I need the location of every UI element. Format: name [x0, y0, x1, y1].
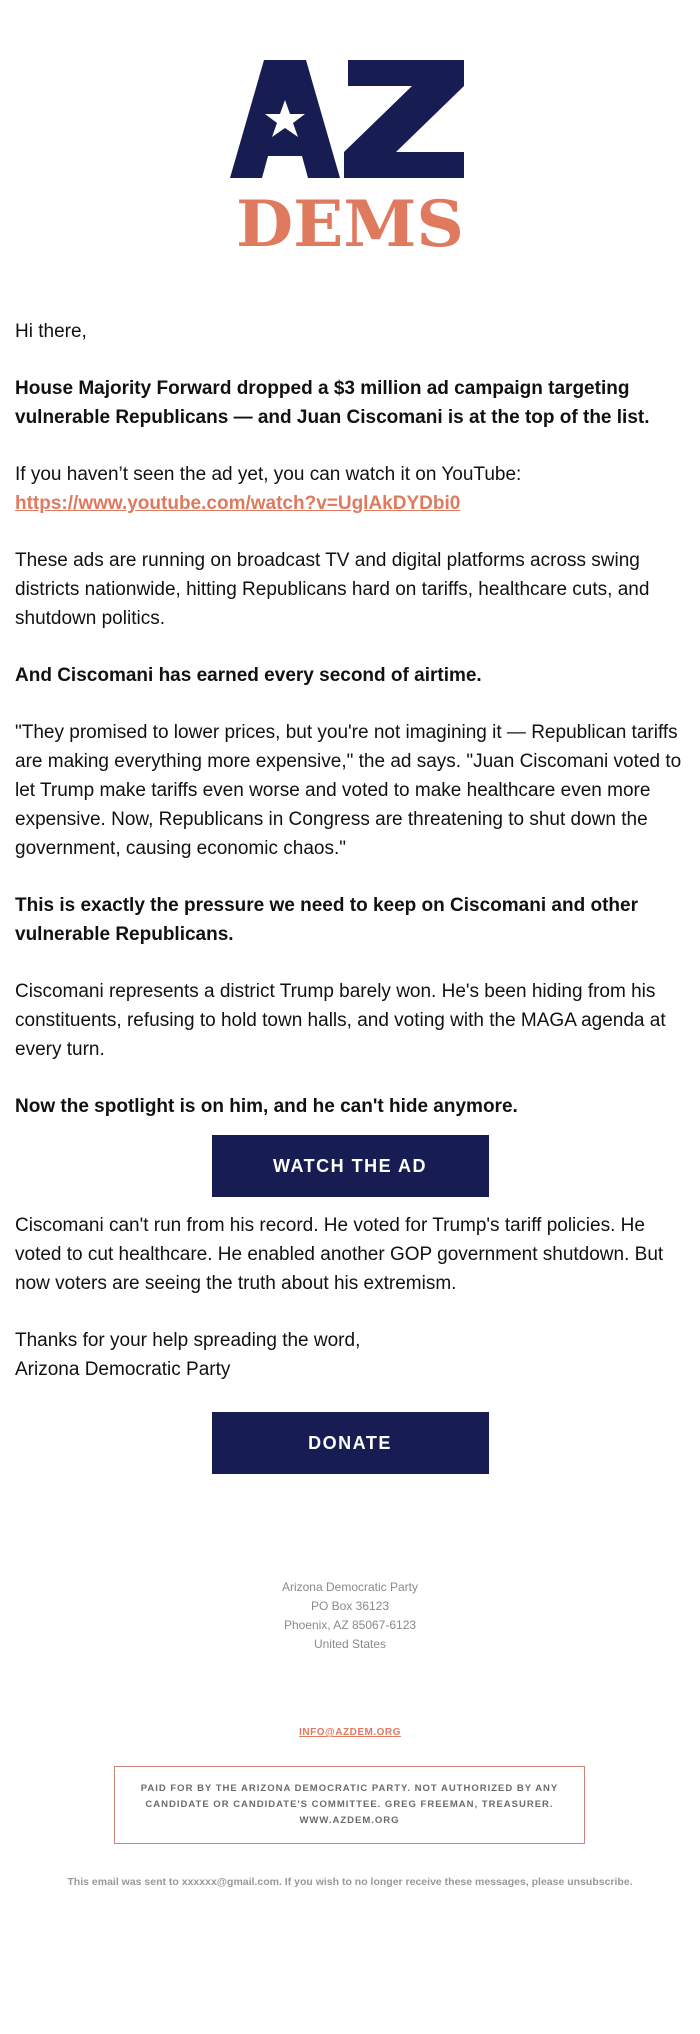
signoff-text: Thanks for your help spreading the word, — [15, 1330, 361, 1351]
footer-address — [0, 1578, 700, 1654]
footer-address-line2: Phoenix, AZ 85067-6123 — [283, 1618, 417, 1632]
youtube-paragraph — [15, 460, 685, 518]
watch-button-row — [15, 1135, 685, 1197]
logo-dems-text: DEMS — [236, 187, 464, 262]
footer-country: United States — [313, 1637, 387, 1651]
disclaimer-line-2: CANDIDATE OR CANDIDATE'S COMMITTEE. GREG FREEMAN, TREASURER. — [145, 1799, 554, 1810]
footer-org: Arizona Democratic Party — [281, 1580, 419, 1594]
disclaimer-line-3: WWW.AZDEM.ORG — [299, 1815, 400, 1826]
signature-text: Arizona Democratic Party — [15, 1359, 231, 1380]
unsubscribe-notice: This email was sent to xxxxxx@gmail.com. If you wish to no longer receive these messages, please unsubscribe. — [67, 1876, 633, 1888]
intro-paragraph: House Majority Forward dropped a $3 million ad campaign targeting vulnerable Republicans — and Juan Ciscomani is at the top of the list. — [15, 378, 650, 428]
record-paragraph: Ciscomani can't run from his record. He voted for Trump's tariff policies. He voted to cut healthcare. He enabled another GOP government shutdown. But now voters are seeing the truth about his extremism. — [15, 1215, 664, 1294]
footer-address-line1: PO Box 36123 — [310, 1599, 390, 1613]
spotlight-paragraph: Now the spotlight is on him, and he can't hide anymore. — [15, 1096, 518, 1117]
greeting: Hi there, — [15, 321, 87, 342]
signoff-block — [15, 1326, 685, 1384]
logo-letter-z — [344, 60, 464, 178]
contact-email-link[interactable]: INFO@AZDEM.ORG — [299, 1727, 401, 1738]
watch-the-ad-button[interactable]: WATCH THE AD — [212, 1135, 489, 1197]
district-paragraph: Ciscomani represents a district Trump barely won. He's been hiding from his constituents, refusing to hold town halls, and voting with the MAGA agenda at every turn. — [15, 981, 666, 1060]
airtime-paragraph: And Ciscomani has earned every second of airtime. — [15, 665, 482, 686]
ad-quote-paragraph: "They promised to lower prices, but you're not imagining it — Republican tariffs are making everything more expensive," the ad says. "Juan Ciscomani voted to let Trump make tariffs even worse and voted to make healthcare even more expensive. Now, Republicans in Congress are threatening to shut down the government, causing economic chaos." — [15, 722, 682, 859]
disclaimer-line-1: PAID FOR BY THE ARIZONA DEMOCRATIC PARTY. NOT AUTHORIZED BY ANY — [140, 1783, 559, 1794]
az-dems-logo — [0, 60, 700, 265]
footer-contact — [0, 1727, 700, 1738]
youtube-link[interactable]: https://www.youtube.com/watch?v=UglAkDYDbi0 — [15, 493, 461, 514]
donate-button[interactable]: DONATE — [212, 1412, 489, 1474]
email-body — [15, 317, 685, 1474]
paid-for-disclaimer — [114, 1766, 585, 1844]
donate-button-row — [15, 1412, 685, 1474]
logo-graphic — [230, 60, 470, 265]
pressure-paragraph: This is exactly the pressure we need to keep on Ciscomani and other vulnerable Republicans. — [15, 895, 638, 945]
youtube-text: If you haven’t seen the ad yet, you can watch it on YouTube: — [15, 464, 522, 485]
ads-paragraph: These ads are running on broadcast TV and digital platforms across swing districts nationwide, hitting Republicans hard on tariffs, healthcare cuts, and shutdown politics. — [15, 550, 650, 629]
